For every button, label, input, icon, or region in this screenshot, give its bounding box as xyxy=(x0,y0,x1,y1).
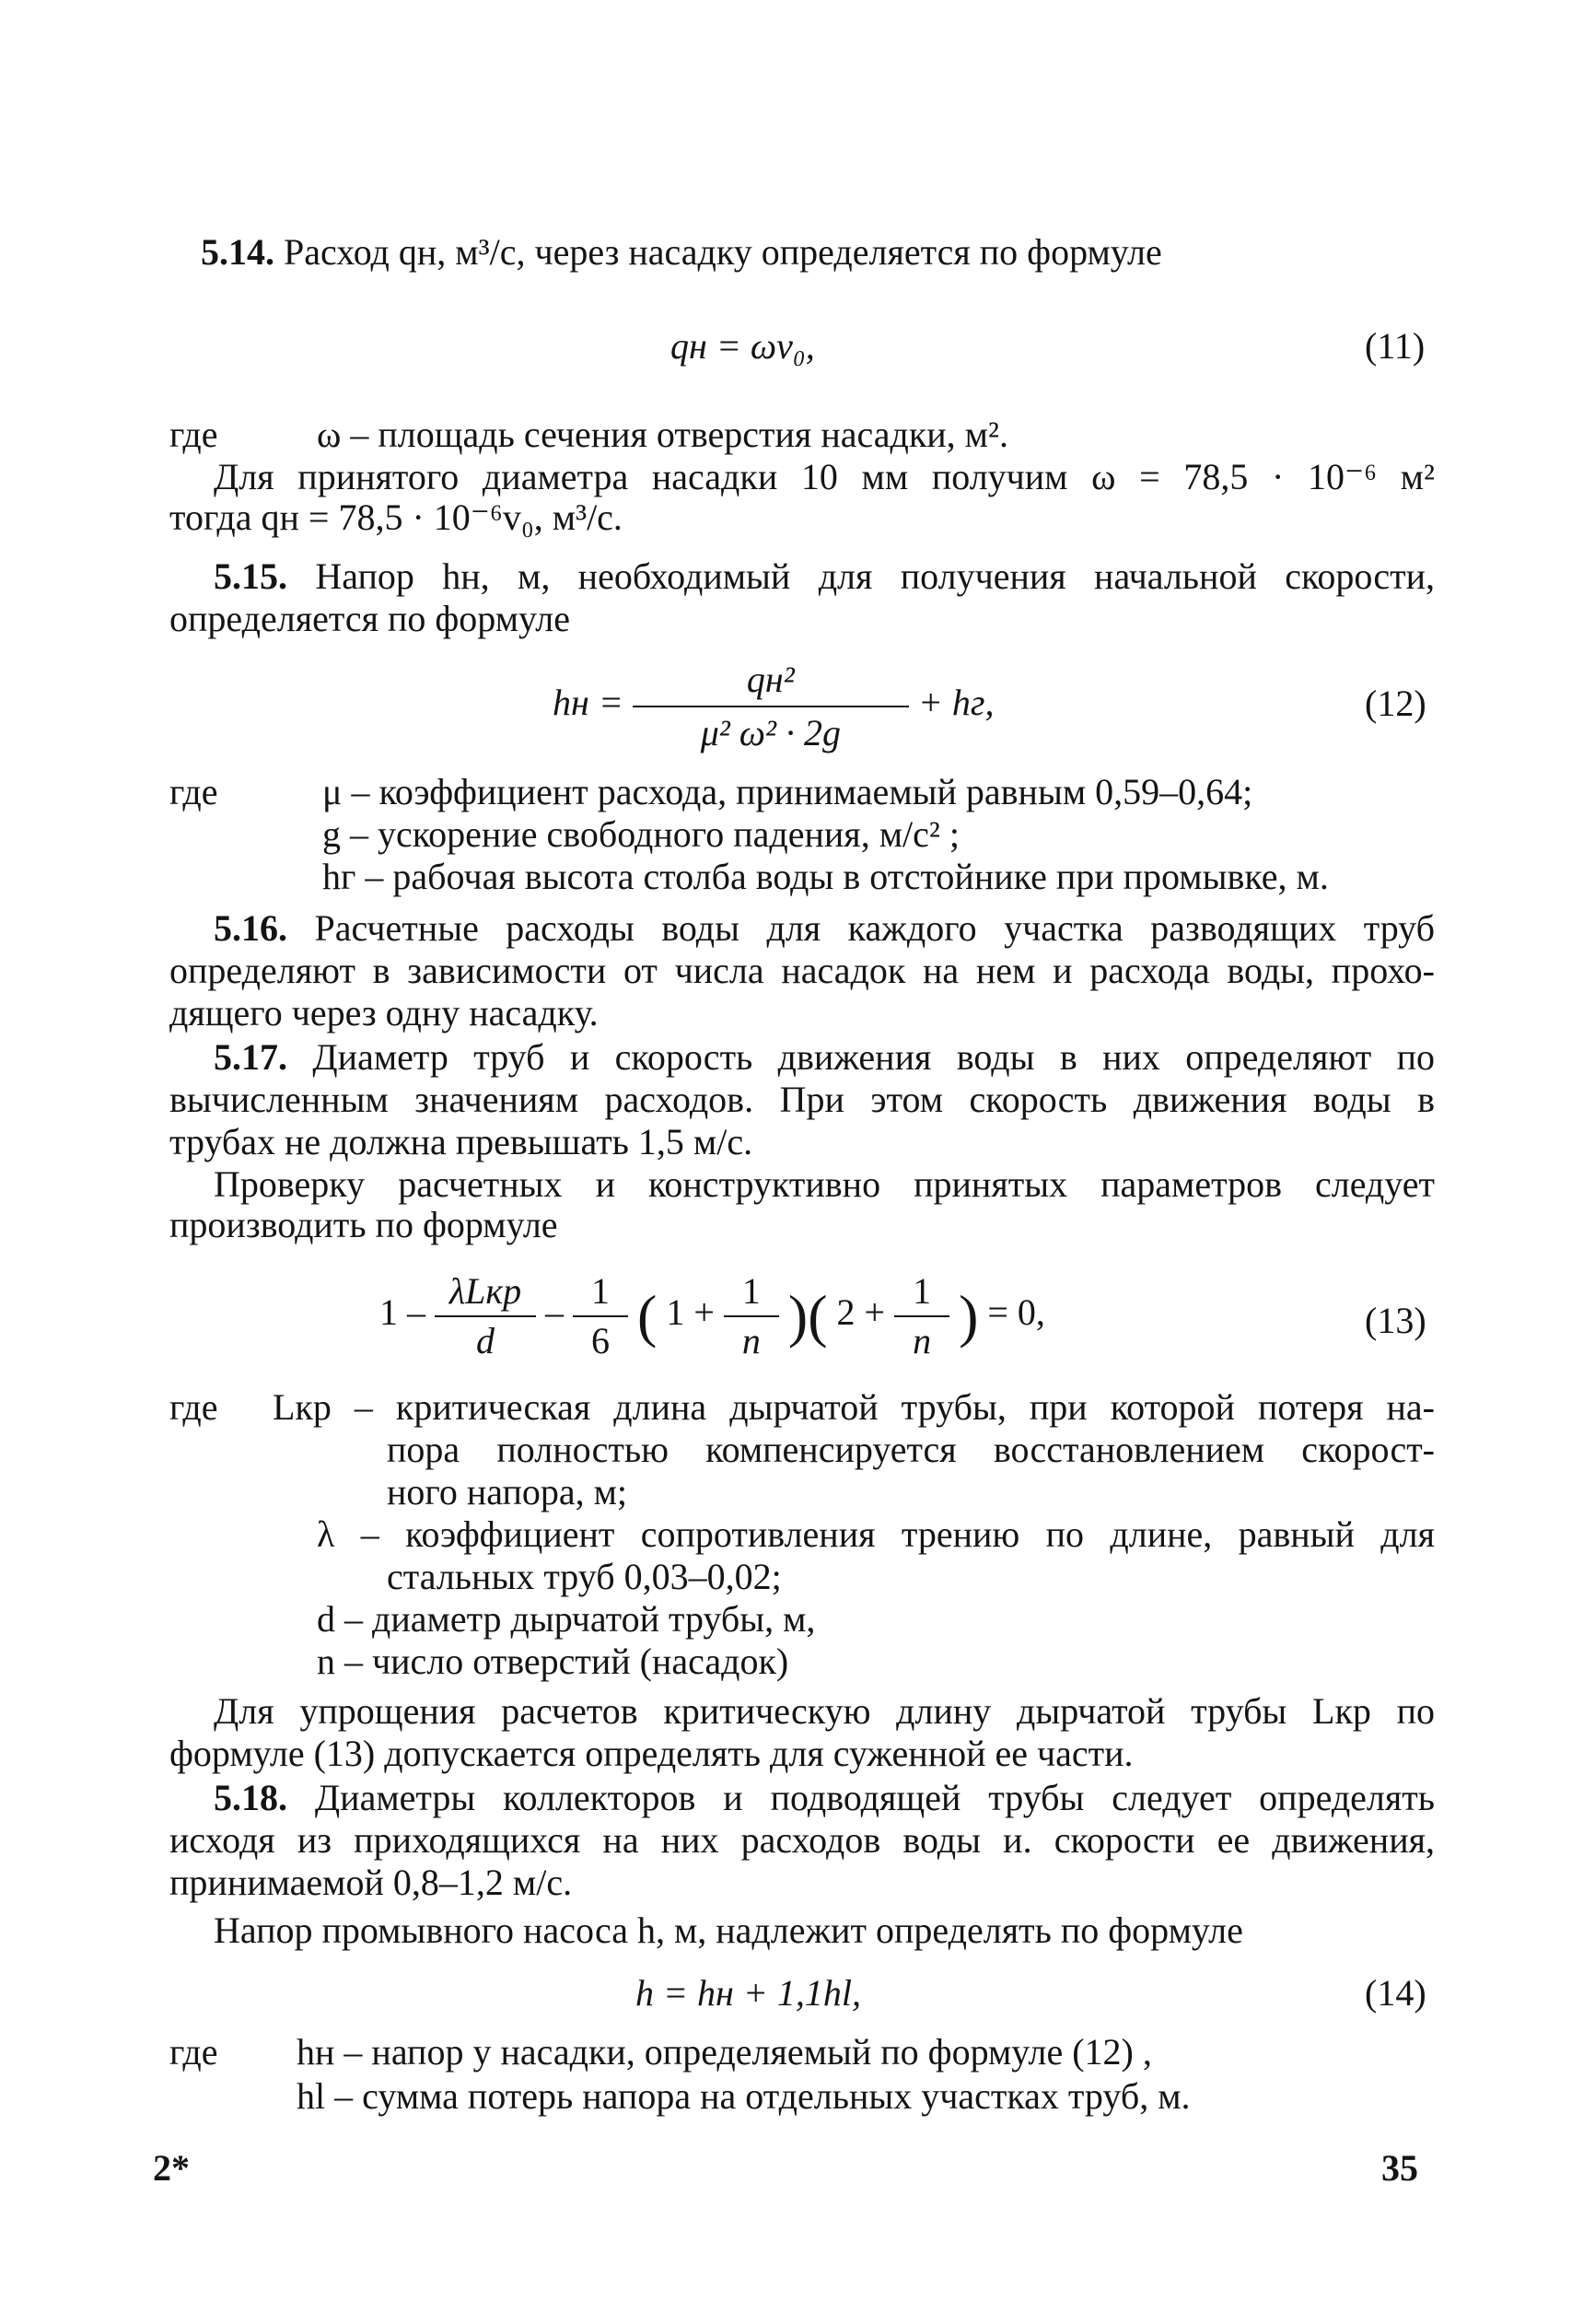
printer-signature: 2* xyxy=(153,2147,190,2189)
formula-12-denominator: μ² ω² · 2g xyxy=(700,712,841,753)
formula-13-close-paren-1: ) xyxy=(787,1283,809,1349)
paragraph-5-15-line-1 xyxy=(214,555,1435,599)
paragraph-5-17-line-3: трубах не должна превышать 1,5 м/с. xyxy=(169,1121,753,1162)
where-hg: hг – рабочая высота столба воды в отстойнике при промывке, м. xyxy=(322,856,1329,897)
where-lkr-line-1: Lкр – критическая длина дырчатой трубы, при которой потеря на- xyxy=(273,1386,1435,1428)
paragraph-5-18-line-3: принимаемой 0,8–1,2 м/с. xyxy=(169,1862,573,1903)
section-number-5-14: 5.14. xyxy=(201,231,274,273)
where-g: g – ускорение свободного падения, м/с² ; xyxy=(322,813,960,855)
formula-14: h = hн + 1,1hl, xyxy=(635,1972,861,2014)
formula-12 xyxy=(553,654,994,759)
where-mu: μ – коэффициент расхода, принимаемый равным 0,59–0,64; xyxy=(322,771,1253,812)
formula-13-open-paren-1: ( xyxy=(637,1283,658,1349)
formula-13-paren2-text: 2 + xyxy=(836,1291,886,1334)
formula-13-end: = 0, xyxy=(987,1291,1045,1334)
paragraph-5-18-line-2: исходя из приходящихся на них расходов воды и. скорости ее движения, xyxy=(169,1819,1435,1861)
formula-13-frac1-den: d xyxy=(476,1320,495,1361)
formula-13-fraction-4 xyxy=(894,1267,949,1365)
paragraph-5-17-line-2: вычисленным значениям расходов. При этом скорость движения воды в xyxy=(169,1079,1435,1120)
where-label-11: где xyxy=(169,414,218,455)
paragraph-5-14-text: Расход qн, м³/с, через насадку определяется по формуле xyxy=(274,231,1162,273)
where-lkr-line-2: пора полностью компенсируется восстановлением скорост- xyxy=(387,1429,1435,1470)
formula-12-left: hн = xyxy=(553,682,623,724)
formula-11: qн = ωv₀, xyxy=(670,325,815,367)
where-lambda-line-1: λ – коэффициент сопротивления трению по длине, равный для xyxy=(317,1513,1435,1555)
formula-number-14: (14) xyxy=(1365,1972,1426,2014)
where-hl: hl – сумма потерь напора на отдельных участках труб, м. xyxy=(297,2075,1191,2117)
formula-number-13: (13) xyxy=(1365,1300,1426,1341)
where-label-12: где xyxy=(169,771,218,812)
where-n: n – число отверстий (насадок) xyxy=(317,1641,789,1682)
section-number-5-18: 5.18. xyxy=(214,1777,287,1818)
formula-13-fraction-1 xyxy=(435,1267,536,1365)
paragraph-5-17-line-5: производить по формуле xyxy=(169,1204,558,1245)
where-d: d – диаметр дырчатой трубы, м, xyxy=(317,1598,816,1640)
formula-13-one: 1 – xyxy=(379,1291,425,1334)
formula-12-right: + hг, xyxy=(917,682,995,724)
paragraph-5-16-text: Расчетные расходы воды для каждого участка разводящих труб xyxy=(287,907,1435,949)
formula-13-close-paren-2: ) xyxy=(959,1283,979,1349)
formula-13-fraction-3 xyxy=(724,1267,779,1365)
paragraph-5-14-line-3: тогда qн = 78,5 · 10⁻⁶v₀, м³/с. xyxy=(169,496,623,538)
paragraph-5-14-line-1 xyxy=(201,230,1162,274)
formula-13-fraction-2 xyxy=(573,1267,628,1365)
where-lkr-line-3: ного напора, м; xyxy=(387,1471,628,1512)
formula-13-paren1-text: 1 + xyxy=(666,1291,715,1334)
formula-13-frac4-den: n xyxy=(913,1320,932,1361)
paragraph-5-18-line-4: Напор промывного насоса h, м, надлежит определять по формуле xyxy=(214,1909,1243,1951)
paragraph-5-14-line-2: Для принятого диаметра насадки 10 мм получим ω = 78,5 · 10⁻⁶ м² xyxy=(214,456,1435,497)
paragraph-5-18-line-1 xyxy=(214,1776,1435,1820)
formula-number-11: (11) xyxy=(1365,325,1426,367)
formula-13-frac3-den: n xyxy=(741,1320,761,1361)
formula-13-frac4-num: 1 xyxy=(894,1267,949,1317)
paragraph-5-15-text: Напор hн, м, необходимый для получения начальной скорости, xyxy=(287,555,1435,597)
paragraph-5-16-line-2: определяют в зависимости от числа насадок на нем и расхода воды, прохо- xyxy=(169,950,1435,991)
paragraph-5-17-text: Диаметр труб и скорость движения воды в них определяют по xyxy=(287,1036,1435,1078)
paragraph-5-16-line-3: дящего через одну насадку. xyxy=(169,992,599,1034)
where-hn: hн – напор у насадки, определяемый по формуле (12) , xyxy=(297,2031,1152,2073)
page-number: 35 xyxy=(1381,2147,1418,2189)
section-number-5-16: 5.16. xyxy=(214,907,287,949)
paragraph-5-17-line-1 xyxy=(214,1035,1435,1080)
where-lambda-line-2: стальных труб 0,03–0,02; xyxy=(387,1556,782,1597)
formula-12-numerator: qн² xyxy=(633,654,909,707)
section-number-5-15: 5.15. xyxy=(214,555,287,597)
formula-13-frac2-den: 6 xyxy=(591,1320,610,1361)
paragraph-5-16-line-1 xyxy=(214,906,1435,951)
paragraph-5-15-line-2: определяется по формуле xyxy=(169,598,570,639)
where-label-13: где xyxy=(169,1386,218,1428)
paragraph-5-17-line-7: формуле (13) допускается определять для суженной ее части. xyxy=(169,1733,1134,1774)
section-number-5-17: 5.17. xyxy=(214,1036,287,1078)
formula-12-fraction xyxy=(633,654,909,759)
formula-13-open-paren-2: ( xyxy=(808,1283,828,1349)
where-omega: ω – площадь сечения отверстия насадки, м². xyxy=(317,414,1008,455)
paragraph-5-18-text: Диаметры коллекторов и подводящей трубы следует определять xyxy=(287,1777,1435,1818)
formula-13-minus: – xyxy=(545,1291,564,1334)
paragraph-5-17-line-4: Проверку расчетных и конструктивно принятых параметров следует xyxy=(214,1163,1435,1205)
paragraph-5-17-line-6: Для упрощения расчетов критическую длину дырчатой трубы Lкр по xyxy=(214,1690,1435,1732)
formula-13-frac3-num: 1 xyxy=(724,1267,779,1317)
formula-13-frac2-num: 1 xyxy=(573,1267,628,1317)
formula-13 xyxy=(379,1267,1045,1365)
formula-13-frac1-num: λLкр xyxy=(435,1267,536,1317)
where-label-14: где xyxy=(169,2031,218,2073)
formula-number-12: (12) xyxy=(1365,683,1426,724)
